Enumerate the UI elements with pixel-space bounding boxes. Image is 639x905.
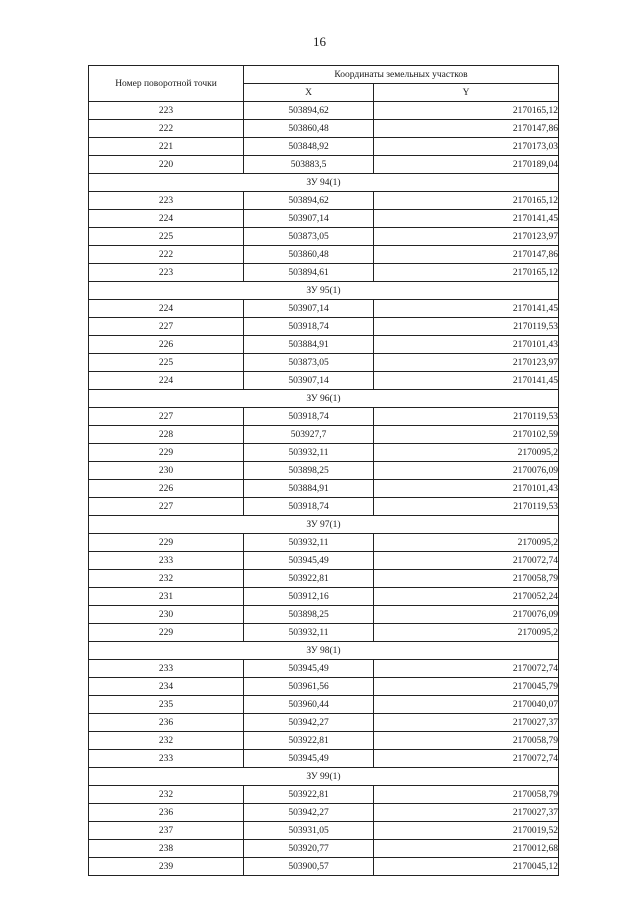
table-row	[89, 228, 559, 246]
point-number-cell: 223	[89, 192, 244, 210]
table-row	[89, 588, 559, 606]
section-title: ЗУ 94(1)	[89, 174, 559, 192]
y-coordinate-cell: 2170095,2	[374, 624, 559, 642]
y-coordinate-cell: 2170058,79	[374, 732, 559, 750]
x-coordinate-cell: 503907,14	[244, 300, 374, 318]
table-header	[89, 66, 559, 102]
table-row	[89, 732, 559, 750]
point-number-cell: 227	[89, 408, 244, 426]
y-coordinate-cell: 2170189,04	[374, 156, 559, 174]
x-coordinate-cell: 503912,16	[244, 588, 374, 606]
x-coordinate-cell: 503942,27	[244, 804, 374, 822]
y-coordinate-cell: 2170165,12	[374, 102, 559, 120]
x-coordinate-cell: 503922,81	[244, 570, 374, 588]
table-row	[89, 822, 559, 840]
point-number-cell: 231	[89, 588, 244, 606]
coordinates-table	[88, 65, 559, 876]
page-number: 16	[313, 34, 326, 49]
x-coordinate-cell: 503945,49	[244, 552, 374, 570]
table-row	[89, 426, 559, 444]
y-coordinate-cell: 2170072,74	[374, 552, 559, 570]
y-coordinate-cell: 2170058,79	[374, 570, 559, 588]
point-number-cell: 225	[89, 228, 244, 246]
table-row	[89, 336, 559, 354]
y-coordinate-cell: 2170101,43	[374, 480, 559, 498]
section-title: ЗУ 98(1)	[89, 642, 559, 660]
x-coordinate-cell: 503922,81	[244, 786, 374, 804]
y-coordinate-cell: 2170019,52	[374, 822, 559, 840]
y-coordinate-cell: 2170095,2	[374, 444, 559, 462]
section-row	[89, 768, 559, 786]
table-row	[89, 192, 559, 210]
y-coordinate-cell: 2170076,09	[374, 606, 559, 624]
y-coordinate-cell: 2170045,12	[374, 858, 559, 876]
x-coordinate-cell: 503922,81	[244, 732, 374, 750]
point-number-cell: 222	[89, 246, 244, 264]
table-row	[89, 786, 559, 804]
point-number-cell: 232	[89, 732, 244, 750]
point-number-cell: 229	[89, 624, 244, 642]
point-number-cell: 222	[89, 120, 244, 138]
point-number-cell: 233	[89, 552, 244, 570]
x-coordinate-cell: 503884,91	[244, 336, 374, 354]
y-coordinate-cell: 2170123,97	[374, 354, 559, 372]
y-coordinate-cell: 2170147,86	[374, 120, 559, 138]
x-coordinate-cell: 503945,49	[244, 750, 374, 768]
point-number-cell: 236	[89, 804, 244, 822]
table-row	[89, 678, 559, 696]
x-coordinate-cell: 503932,11	[244, 444, 374, 462]
point-number-cell: 226	[89, 480, 244, 498]
y-coordinate-cell: 2170101,43	[374, 336, 559, 354]
point-number-cell: 226	[89, 336, 244, 354]
x-coordinate-cell: 503960,44	[244, 696, 374, 714]
x-coordinate-cell: 503894,62	[244, 102, 374, 120]
x-coordinate-cell: 503884,91	[244, 480, 374, 498]
point-number-cell: 233	[89, 750, 244, 768]
x-coordinate-cell: 503942,27	[244, 714, 374, 732]
y-coordinate-cell: 2170119,53	[374, 498, 559, 516]
point-number-cell: 232	[89, 570, 244, 588]
table-row	[89, 750, 559, 768]
x-coordinate-cell: 503932,11	[244, 534, 374, 552]
y-coordinate-cell: 2170102,59	[374, 426, 559, 444]
point-number-cell: 236	[89, 714, 244, 732]
y-coordinate-cell: 2170119,53	[374, 318, 559, 336]
table-row	[89, 660, 559, 678]
header-point-number: Номер поворотной точки	[89, 66, 244, 102]
y-coordinate-cell: 2170072,74	[374, 660, 559, 678]
x-coordinate-cell: 503918,74	[244, 318, 374, 336]
point-number-cell: 224	[89, 300, 244, 318]
point-number-cell: 224	[89, 372, 244, 390]
y-coordinate-cell: 2170076,09	[374, 462, 559, 480]
y-coordinate-cell: 2170165,12	[374, 192, 559, 210]
point-number-cell: 237	[89, 822, 244, 840]
section-row	[89, 516, 559, 534]
point-number-cell: 232	[89, 786, 244, 804]
x-coordinate-cell: 503883,5	[244, 156, 374, 174]
table-row	[89, 246, 559, 264]
x-coordinate-cell: 503907,14	[244, 372, 374, 390]
point-number-cell: 224	[89, 210, 244, 228]
point-number-cell: 223	[89, 264, 244, 282]
point-number-cell: 235	[89, 696, 244, 714]
x-coordinate-cell: 503894,61	[244, 264, 374, 282]
table-row	[89, 408, 559, 426]
y-coordinate-cell: 2170045,79	[374, 678, 559, 696]
table-row	[89, 840, 559, 858]
y-coordinate-cell: 2170141,45	[374, 210, 559, 228]
table-row	[89, 552, 559, 570]
point-number-cell: 227	[89, 318, 244, 336]
x-coordinate-cell: 503898,25	[244, 462, 374, 480]
table-row	[89, 138, 559, 156]
point-number-cell: 227	[89, 498, 244, 516]
x-coordinate-cell: 503907,14	[244, 210, 374, 228]
section-row	[89, 174, 559, 192]
point-number-cell: 228	[89, 426, 244, 444]
point-number-cell: 234	[89, 678, 244, 696]
y-coordinate-cell: 2170052,24	[374, 588, 559, 606]
table-row	[89, 156, 559, 174]
point-number-cell: 220	[89, 156, 244, 174]
table-row	[89, 606, 559, 624]
header-coordinates: Координаты земельных участков	[244, 66, 559, 84]
section-title: ЗУ 95(1)	[89, 282, 559, 300]
table-row	[89, 264, 559, 282]
x-coordinate-cell: 503900,57	[244, 858, 374, 876]
table-row	[89, 102, 559, 120]
point-number-cell: 223	[89, 102, 244, 120]
y-coordinate-cell: 2170173,03	[374, 138, 559, 156]
y-coordinate-cell: 2170141,45	[374, 372, 559, 390]
table-row	[89, 120, 559, 138]
table-body	[89, 102, 559, 876]
table-row	[89, 804, 559, 822]
section-title: ЗУ 99(1)	[89, 768, 559, 786]
y-coordinate-cell: 2170095,2	[374, 534, 559, 552]
y-coordinate-cell: 2170119,53	[374, 408, 559, 426]
table-row	[89, 462, 559, 480]
header-x: X	[244, 84, 374, 102]
x-coordinate-cell: 503920,77	[244, 840, 374, 858]
point-number-cell: 229	[89, 444, 244, 462]
table-row	[89, 714, 559, 732]
y-coordinate-cell: 2170072,74	[374, 750, 559, 768]
point-number-cell: 221	[89, 138, 244, 156]
x-coordinate-cell: 503898,25	[244, 606, 374, 624]
table-row	[89, 624, 559, 642]
x-coordinate-cell: 503918,74	[244, 408, 374, 426]
x-coordinate-cell: 503894,62	[244, 192, 374, 210]
x-coordinate-cell: 503860,48	[244, 246, 374, 264]
table-row	[89, 372, 559, 390]
table-row	[89, 354, 559, 372]
header-y: Y	[374, 84, 559, 102]
point-number-cell: 239	[89, 858, 244, 876]
table-row	[89, 498, 559, 516]
x-coordinate-cell: 503918,74	[244, 498, 374, 516]
y-coordinate-cell: 2170012,68	[374, 840, 559, 858]
x-coordinate-cell: 503848,92	[244, 138, 374, 156]
section-title: ЗУ 97(1)	[89, 516, 559, 534]
x-coordinate-cell: 503873,05	[244, 228, 374, 246]
x-coordinate-cell: 503931,05	[244, 822, 374, 840]
y-coordinate-cell: 2170058,79	[374, 786, 559, 804]
y-coordinate-cell: 2170123,97	[374, 228, 559, 246]
point-number-cell: 233	[89, 660, 244, 678]
x-coordinate-cell: 503860,48	[244, 120, 374, 138]
table-row	[89, 318, 559, 336]
table-row	[89, 210, 559, 228]
table-row	[89, 444, 559, 462]
y-coordinate-cell: 2170027,37	[374, 804, 559, 822]
table-row	[89, 534, 559, 552]
y-coordinate-cell: 2170165,12	[374, 264, 559, 282]
table-row	[89, 480, 559, 498]
table-row	[89, 570, 559, 588]
y-coordinate-cell: 2170027,37	[374, 714, 559, 732]
x-coordinate-cell: 503927,7	[244, 426, 374, 444]
x-coordinate-cell: 503961,56	[244, 678, 374, 696]
table-row	[89, 858, 559, 876]
section-row	[89, 642, 559, 660]
point-number-cell: 238	[89, 840, 244, 858]
point-number-cell: 230	[89, 462, 244, 480]
x-coordinate-cell: 503873,05	[244, 354, 374, 372]
section-row	[89, 390, 559, 408]
point-number-cell: 230	[89, 606, 244, 624]
y-coordinate-cell: 2170147,86	[374, 246, 559, 264]
section-row	[89, 282, 559, 300]
x-coordinate-cell: 503932,11	[244, 624, 374, 642]
table-row	[89, 696, 559, 714]
x-coordinate-cell: 503945,49	[244, 660, 374, 678]
table-row	[89, 300, 559, 318]
point-number-cell: 229	[89, 534, 244, 552]
point-number-cell: 225	[89, 354, 244, 372]
y-coordinate-cell: 2170141,45	[374, 300, 559, 318]
y-coordinate-cell: 2170040,07	[374, 696, 559, 714]
section-title: ЗУ 96(1)	[89, 390, 559, 408]
